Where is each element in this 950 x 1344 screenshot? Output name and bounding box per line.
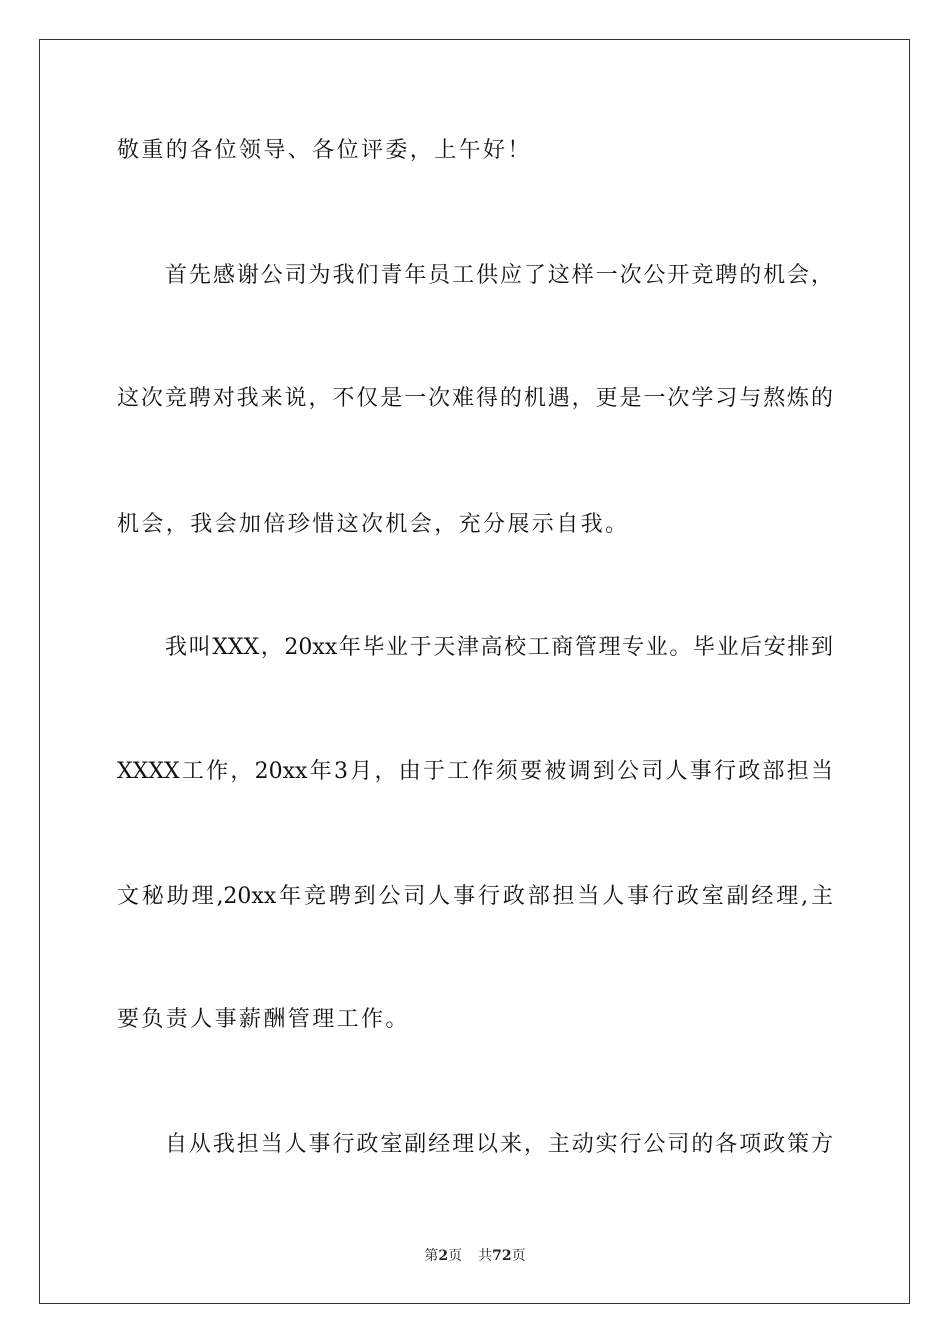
page-suffix: 页: [448, 1248, 463, 1264]
paragraph-line: 自从我担当人事行政室副经理以来，主动实行公司的各项政策方: [165, 1132, 833, 1157]
paragraph-line: 首先感谢公司为我们青年员工供应了这样一次公开竞聘的机会，: [165, 263, 833, 288]
paragraph-line: 文秘助理,20xx年竞聘到公司人事行政部担当人事行政室副经理,主: [117, 884, 833, 909]
total-suffix: 页: [511, 1248, 526, 1264]
paragraph-line: 机会，我会加倍珍惜这次机会，充分展示自我。: [117, 512, 630, 537]
paragraph-line: 我叫XXX，20xx年毕业于天津高校工商管理专业。毕业后安排到: [165, 635, 833, 660]
paragraph-line: 这次竞聘对我来说，不仅是一次难得的机遇，更是一次学习与熬炼的: [117, 386, 833, 411]
page-footer: [0, 1246, 950, 1266]
total-prefix: 共: [478, 1248, 493, 1264]
page-number: 2: [438, 1248, 449, 1264]
paragraph-line: 要负责人事薪酬管理工作。: [117, 1007, 410, 1032]
greeting-line: 敬重的各位领导、各位评委，上午好！: [117, 138, 532, 163]
page-prefix: 第: [424, 1248, 439, 1264]
paragraph-line: XXXX工作，20xx年3月，由于工作须要被调到公司人事行政部担当: [117, 759, 833, 784]
total-pages: 72: [492, 1248, 512, 1264]
page-border: [39, 39, 910, 1304]
